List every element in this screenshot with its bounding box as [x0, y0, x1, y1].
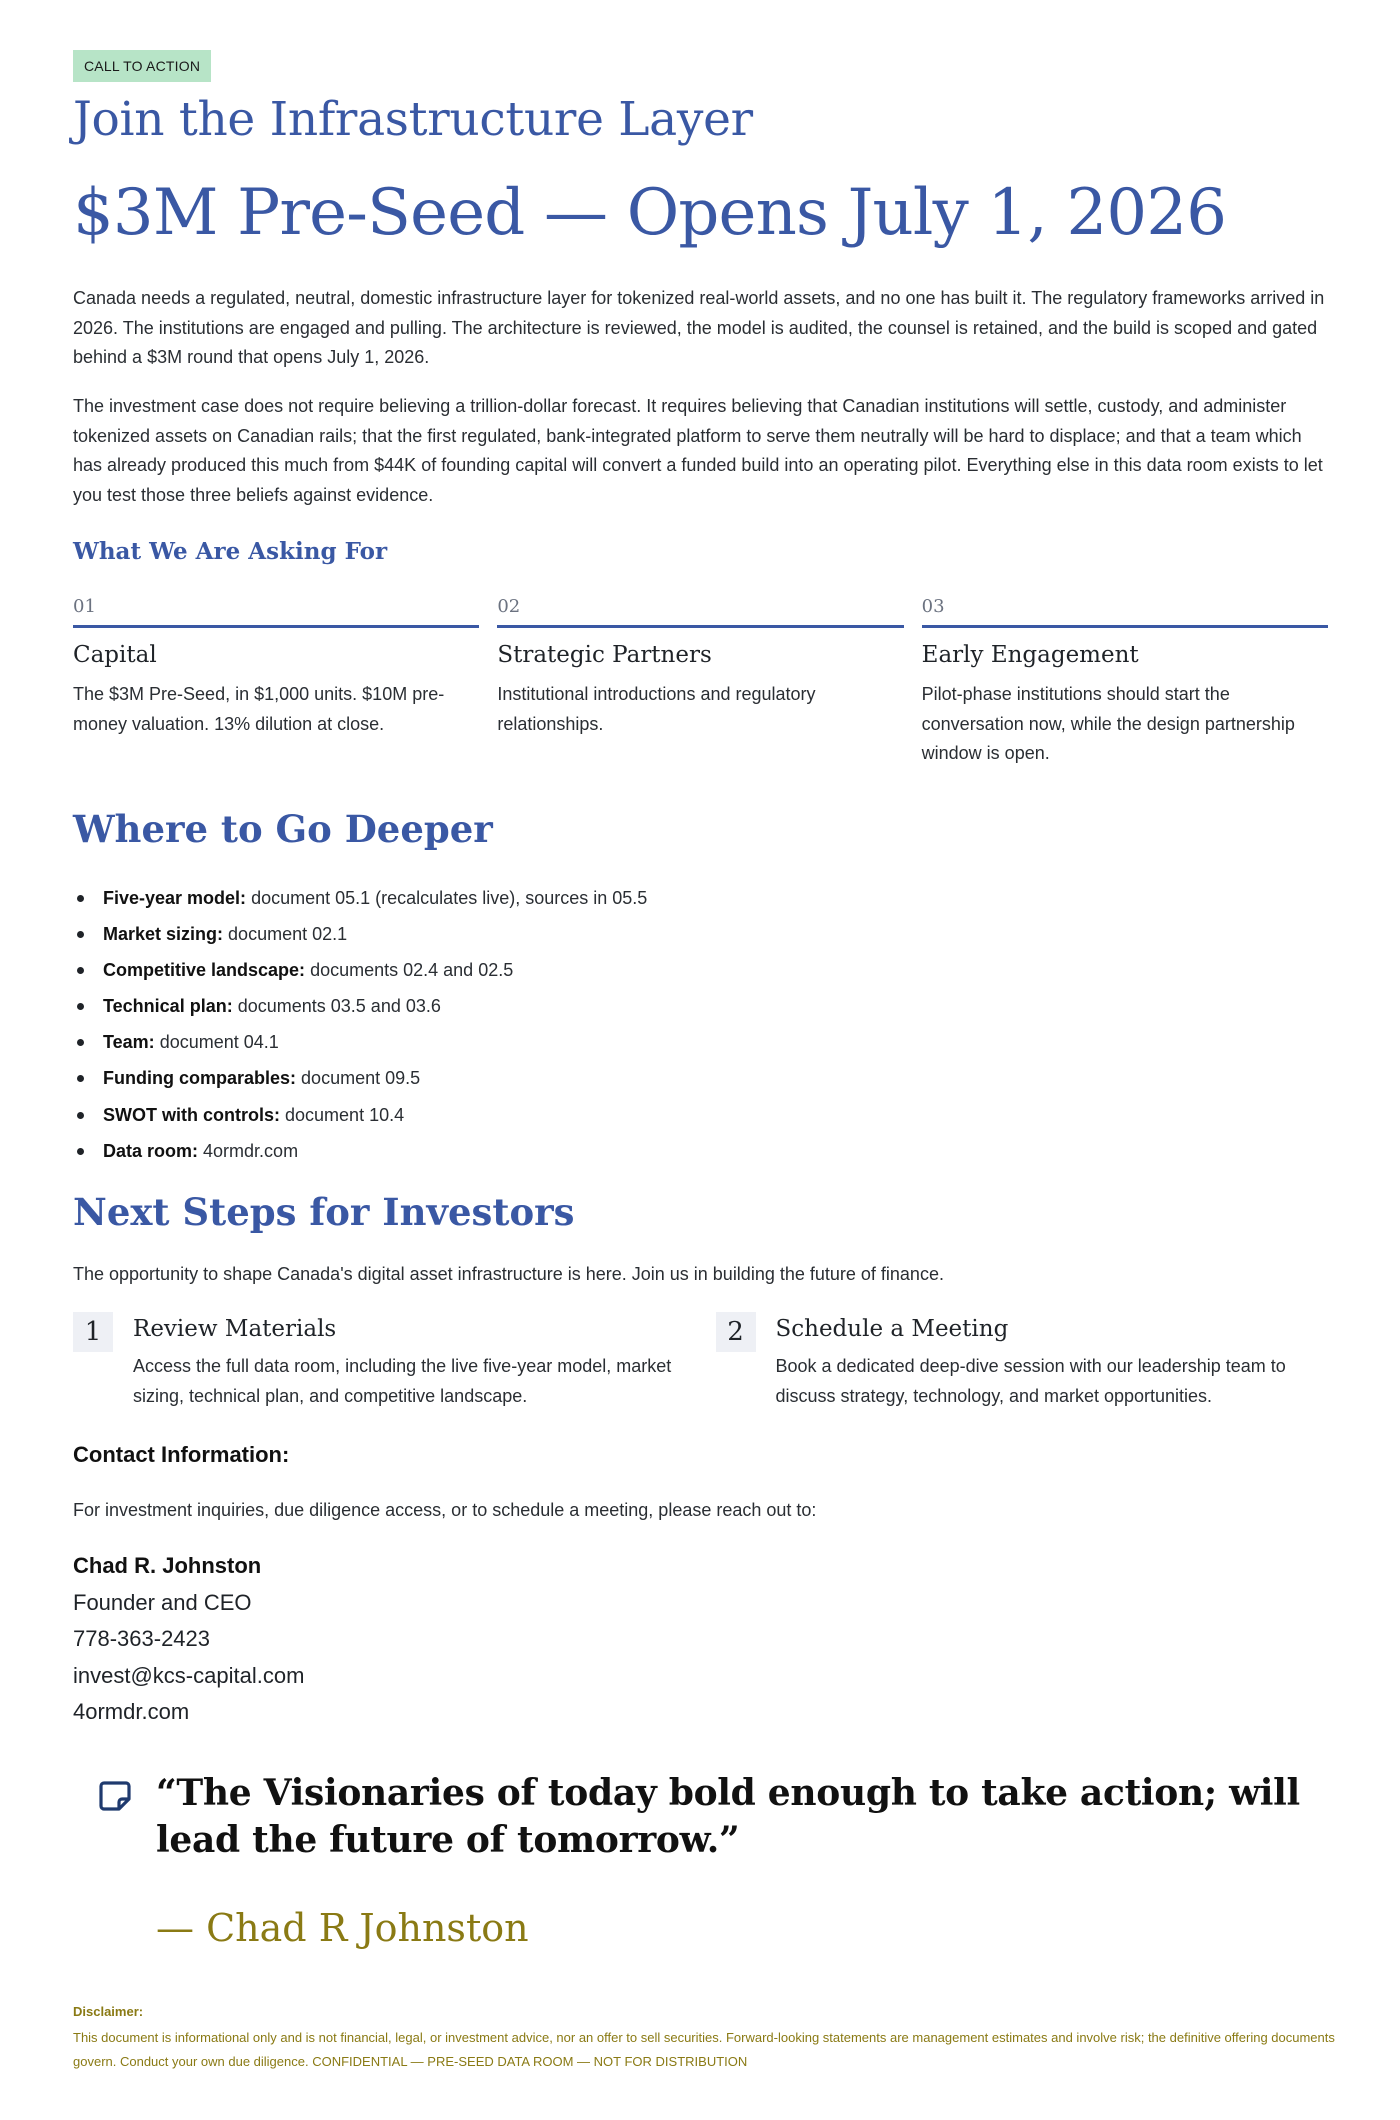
list-item-label: Technical plan:	[103, 996, 233, 1017]
list-item-value: document 05.1 (recalculates live), sources in 05.5	[251, 888, 648, 908]
list-item-value: document 10.4	[285, 1104, 405, 1125]
list-item-label: Data room:	[103, 1140, 199, 1161]
bullet-icon	[77, 1039, 84, 1046]
list-item-value: document 02.1	[228, 924, 348, 945]
ask-body: Pilot-phase institutions should start the conversation now, while the design partnership window is open.	[921, 684, 1295, 763]
list-item-value: document 04.1	[159, 1032, 279, 1053]
ask-number: 02	[497, 596, 903, 628]
list-item	[73, 1097, 647, 1133]
disclaimer-heading: Disclaimer:	[73, 2004, 144, 2019]
pull-quote: “The Visionaries of today bold enough to take action; will lead the future of tomorrow.”	[156, 1772, 1300, 1861]
step-body: Access the full data room, including the live five-year model, market sizing, technical plan, and competitive landscape.	[133, 1356, 672, 1406]
ask-item-capital	[73, 596, 479, 769]
asking-heading: What We Are Asking For	[73, 538, 388, 565]
ask-title: Early Engagement	[921, 642, 1139, 668]
list-item	[73, 916, 647, 952]
hero-title: $3M Pre-Seed — Opens July 1, 2026	[73, 176, 1227, 250]
ask-item-strategic-partners	[497, 596, 903, 769]
bullet-icon	[77, 1148, 84, 1155]
list-item-label: Market sizing:	[103, 924, 224, 945]
steps-list	[73, 1312, 1328, 1411]
ask-body: The $3M Pre-Seed, in $1,000 units. $10M pre-money valuation. 13% dilution at close.	[73, 684, 445, 734]
step-title: Schedule a Meeting	[775, 1316, 1009, 1342]
bullet-icon	[77, 967, 84, 974]
list-item-label: Five-year model:	[103, 888, 247, 908]
bullet-icon	[77, 895, 84, 902]
list-item-label: Competitive landscape:	[103, 960, 306, 981]
step-number: 1	[73, 1312, 113, 1352]
list-item	[73, 988, 647, 1024]
note-icon	[98, 1779, 132, 1813]
contact-phone[interactable]: 778-363-2423	[73, 1626, 211, 1651]
contact-name: Chad R. Johnston	[73, 1553, 262, 1578]
deeper-heading: Where to Go Deeper	[73, 807, 493, 851]
bullet-icon	[77, 1003, 84, 1010]
list-item	[73, 1060, 647, 1096]
ask-body: Institutional introductions and regulatory relationships.	[497, 684, 816, 734]
ask-item-early-engagement	[922, 596, 1328, 769]
bullet-icon	[77, 1112, 84, 1119]
step-content	[133, 1312, 686, 1411]
next-steps-intro: The opportunity to shape Canada's digital asset infrastructure is here. Join us in building the future of finance.	[73, 1264, 944, 1284]
list-item-label: Funding comparables:	[103, 1068, 297, 1089]
list-item	[73, 1133, 647, 1169]
list-item-label: Team:	[103, 1032, 155, 1053]
intro-paragraph-2: The investment case does not require believing a trillion-dollar forecast. It requires believing that Canadian institutions will settle, custody, and administer tokenized assets on Canadian rails; that the first regulated, bank-integrated platform to serve them neutrally will be hard to displace; and that a team which has already produced this much from $44K of founding capital will convert a funded build into an operating pilot. Everything else in this data room exists to let you test those three beliefs against evidence.	[73, 396, 1323, 505]
contact-heading: Contact Information:	[73, 1442, 290, 1467]
contact-website[interactable]: 4ormdr.com	[73, 1699, 190, 1724]
list-item	[73, 952, 647, 988]
asking-list	[73, 596, 1328, 769]
ask-title: Capital	[73, 642, 157, 668]
contact-role: Founder and CEO	[73, 1589, 252, 1615]
contact-card	[73, 1548, 304, 1731]
bullet-icon	[77, 931, 84, 938]
bullet-icon	[77, 1075, 84, 1082]
step-body: Book a dedicated deep-dive session with our leadership team to discuss strategy, technology, and market opportunities.	[775, 1356, 1286, 1406]
list-item-value: 4ormdr.com	[203, 1140, 299, 1161]
step-review-materials	[73, 1312, 686, 1411]
contact-intro: For investment inquiries, due diligence access, or to schedule a meeting, please reach out to:	[73, 1500, 817, 1520]
step-title: Review Materials	[133, 1316, 337, 1342]
cta-badge: CALL TO ACTION	[73, 50, 211, 82]
list-item-value: documents 03.5 and 03.6	[237, 996, 441, 1017]
quote-attribution: — Chad R Johnston	[156, 1906, 529, 1950]
step-schedule-meeting	[716, 1312, 1329, 1411]
list-item	[73, 880, 647, 916]
list-item-label: SWOT with controls:	[103, 1104, 280, 1125]
contact-email[interactable]: invest@kcs-capital.com	[73, 1662, 305, 1688]
ask-number: 01	[73, 596, 479, 628]
disclaimer-text: This document is informational only and is not financial, legal, or investment advice, nor an offer to sell securities. Forward-looking statements are management estimates and involve risk; the definitive offering documents govern. Conduct your own due diligence. CONFIDENTIAL — PRE-SEED DATA ROOM — NOT FOR DISTRIBUTION	[73, 2030, 1335, 2069]
step-number: 2	[716, 1312, 756, 1352]
deeper-list	[73, 880, 647, 1169]
intro-paragraph-1: Canada needs a regulated, neutral, domestic infrastructure layer for tokenized real-world assets, and no one has built it. The regulatory frameworks arrived in 2026. The institutions are engaged and pulling. The architecture is reviewed, the model is audited, the counsel is retained, and the build is scoped and gated behind a $3M round that opens July 1, 2026.	[73, 288, 1325, 367]
list-item-value: document 09.5	[301, 1068, 421, 1089]
list-item-value: documents 02.4 and 02.5	[310, 960, 514, 981]
ask-number: 03	[922, 596, 1328, 628]
next-steps-heading: Next Steps for Investors	[73, 1190, 575, 1234]
ask-title: Strategic Partners	[497, 642, 712, 668]
section-eyebrow: Join the Infrastructure Layer	[73, 92, 753, 147]
list-item	[73, 1024, 647, 1060]
step-content	[776, 1312, 1329, 1411]
